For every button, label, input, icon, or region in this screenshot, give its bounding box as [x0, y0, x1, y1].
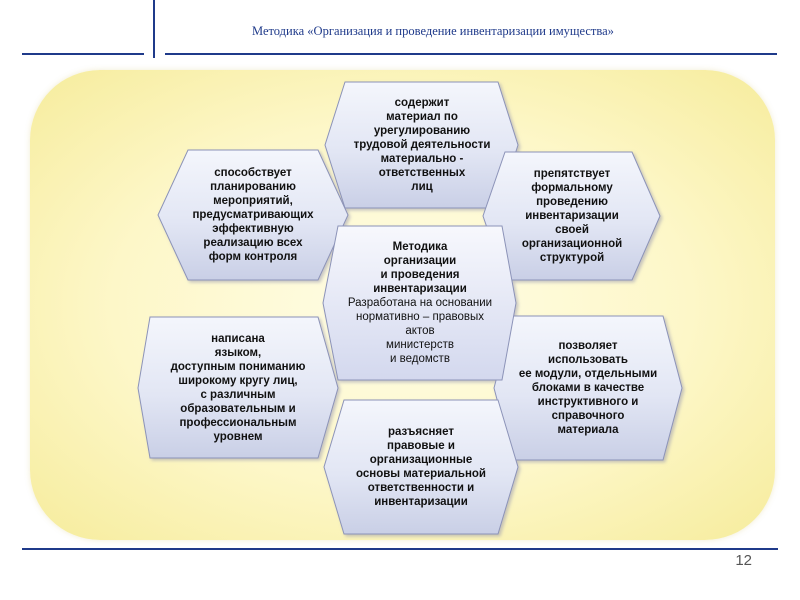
node-center	[325, 228, 515, 378]
page-title: Методика «Организация и проведение инвентаризации имущества»	[252, 24, 614, 38]
node-bottom-right-label: позволяет использовать ее модули, отдельными блоками в качестве инструктивного и справочного материала	[518, 340, 658, 436]
node-top-label: содержит материал по урегулированию трудовой деятельности материально - ответственных лиц	[353, 97, 491, 193]
node-bottom-label: разъясняет правовые и организационные основы материальной ответственности и инвентаризации	[355, 426, 486, 508]
node-top-right-label: препятствует формальному проведению инвентаризации своей организационной структурой	[521, 168, 623, 264]
node-bottom-left-label: написана языком, доступным пониманию широкому кругу лиц, с различным образовательным и профессиональным уровнем	[170, 332, 306, 443]
node-top-left-label: способствует планированию мероприятий, предусматривающих эффективную реализацию всех форм контроля	[192, 167, 314, 263]
page-number: 12	[735, 552, 752, 569]
node-center-body: Разработана на основании нормативно – правовых актов министерств и ведомств	[347, 297, 493, 365]
footer-rule	[22, 548, 778, 550]
node-center-title: Методика организации и проведения инвентаризации	[373, 241, 467, 295]
